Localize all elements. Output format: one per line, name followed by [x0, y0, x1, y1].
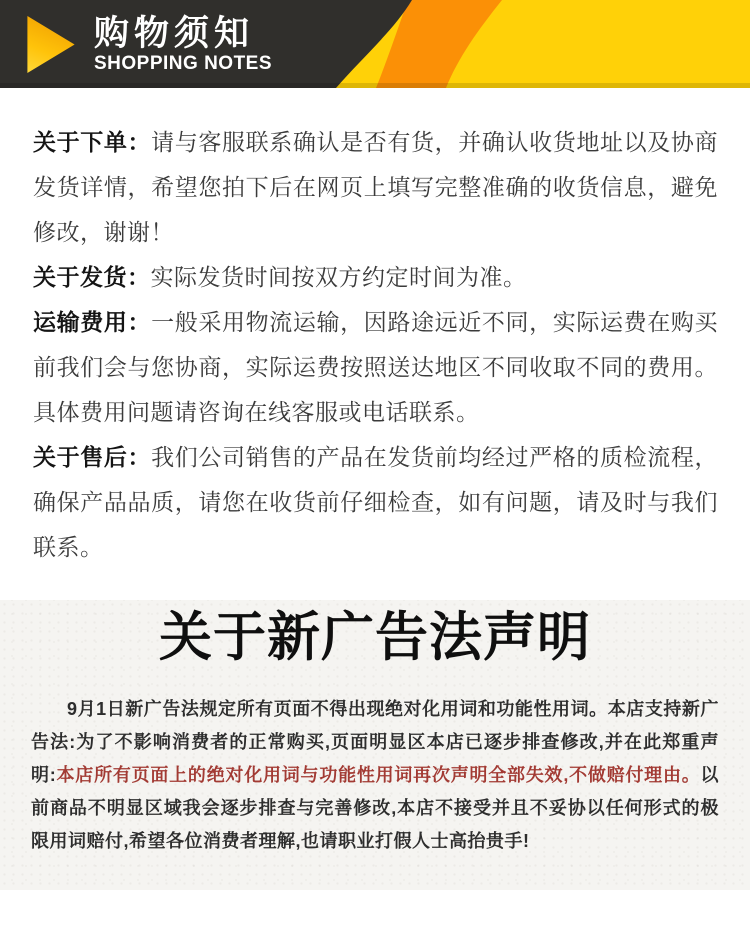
- banner-title: 购物须知: [94, 13, 255, 53]
- shopping-notes-banner: [0, 0, 750, 88]
- shopping-notes-section: [0, 88, 750, 600]
- note-label-delivery: 关于发货：: [33, 264, 151, 290]
- note-label-after-sales: 关于售后：: [33, 444, 152, 470]
- banner-subtitle: SHOPPING NOTES: [94, 52, 273, 74]
- statement-paragraph: [31, 693, 719, 858]
- banner-text-block: [94, 15, 272, 74]
- play-triangle-icon: [27, 16, 75, 73]
- statement-emphasis: 本店所有页面上的绝对化用词与功能性用词再次声明全部失效,不做赔付理由。: [56, 765, 701, 785]
- triangle-shape: [27, 16, 74, 73]
- note-label-shipping-fee: 运输费用：: [33, 309, 152, 335]
- statement-text-tail: 以前商品不明显区域我会逐步排查与完善修改,本店不接受并且不妥协以任何形式的极限用词赔付,希望各位消费者理解,也请职业打假人士高抬贵手!: [31, 765, 719, 851]
- note-paragraph-delivery: [33, 255, 718, 300]
- statement-text-lead: 9月1日新广告法规定所有页面不得出现绝对化用词和功能性用词。本店支持新广告法:为了不影响消费者的正常购买,页面明显区本店已逐步排查修改,并在此郑重声明:: [31, 699, 719, 785]
- note-label-order: 关于下单：: [33, 129, 152, 155]
- banner-content: [0, 0, 750, 88]
- note-paragraph-after-sales: [33, 435, 718, 570]
- note-text-order: 请与客服联系确认是否有货，并确认收货地址以及协商发货详情，希望您拍下后在网页上填写完整准确的收货信息，避免修改，谢谢！: [33, 129, 718, 245]
- statement-title: 关于新广告法声明: [159, 608, 591, 667]
- note-paragraph-order: [33, 120, 718, 255]
- note-text-after-sales: 我们公司销售的产品在发货前均经过严格的质检流程，确保产品品质，请您在收货前仔细检查，如有问题，请及时与我们联系。: [33, 444, 718, 560]
- ad-law-statement-section: [0, 600, 750, 890]
- bottom-whitespace: [0, 890, 750, 946]
- note-text-shipping-fee: 一般采用物流运输，因路途远近不同，实际运费在购买前我们会与您协商，实际运费按照送达地区不同收取不同的费用。具体费用问题请咨询在线客服或电话联系。: [33, 309, 718, 425]
- note-paragraph-shipping-fee: [33, 300, 718, 435]
- note-text-delivery: 实际发货时间按双方约定时间为准。: [150, 264, 527, 290]
